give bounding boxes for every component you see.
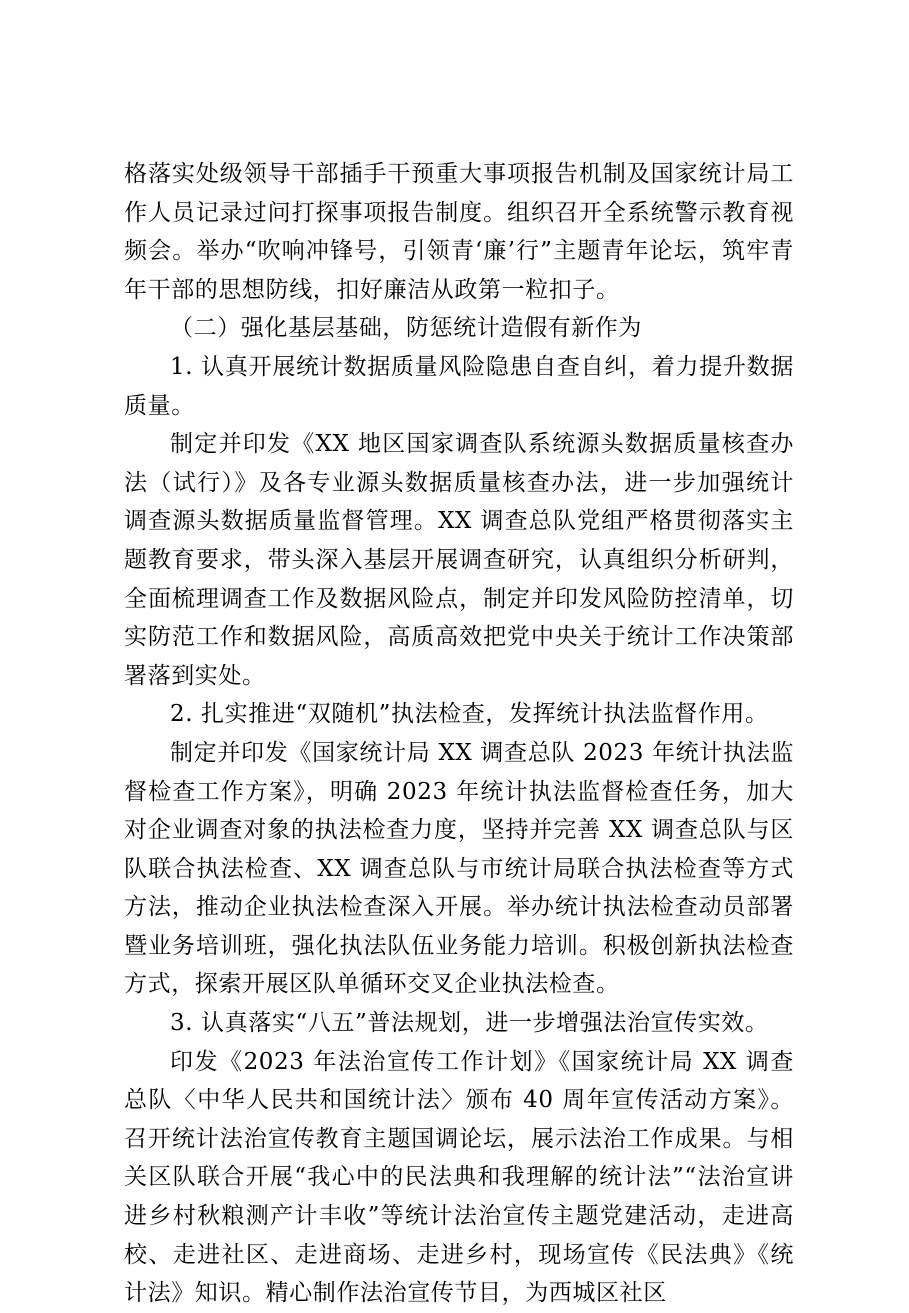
subsection-heading-2: 2. 扎实推进“双随机”执法检查，发挥统计执法监督作用。: [170, 701, 769, 728]
paragraph-1: 制定并印发《XX 地区国家调查队系统源头数据质量核查办法（试行）》及各专业源头数据质量核查办法，进一步加强统计调查源头数据质量监督管理。XX 调查总队党组严格贯彻落实主题教育要求，带头深入基层开展调查研究，认真组织分析研判，全面梳理调查工作及数据风险点，制定并印发风险防控清单，切实防范工作和数据风险，高质高效把党中央关于统计工作决策部署落到实处。: [124, 431, 794, 689]
paragraph-3: 印发《2023 年法治宣传工作计划》《国家统计局 XX 调查总队〈中华人民共和国统计法〉颁布 40 周年宣传活动方案》。召开统计法治宣传教育主题国调论坛，展示法治工作成果。与相关区队联合开展“我心中的民法典和我理解的统计法”“法治宣讲进乡村秋粮测产计丰收”等统计法治宣传主题党建活动，走进高校、走进社区、走进商场、走进乡村，现场宣传《民法典》《统计法》知识。精心制作法治宣传节目，为西城区社区: [124, 1048, 794, 1307]
paragraph-2: 制定并印发《国家统计局 XX 调查总队 2023 年统计执法监督检查工作方案》，明确 2023 年统计执法监督检查任务，加大对企业调查对象的执法检查力度，坚持并完善 XX 调查总队与区队联合执法检查、XX 调查总队与市统计局联合执法检查等方式方法，推动企业执法检查深入开展。举办统计执法检查动员部署暨业务培训班，强化执法队伍业务能力培训。积极创新执法检查方式，探索开展区队单循环交叉企业执法检查。: [124, 739, 794, 998]
subsection-heading-3: 3. 认真落实“八五”普法规划，进一步增强法治宣传实效。: [170, 1010, 769, 1037]
subsection-heading-1: 1. 认真开展统计数据质量风险隐患自查自纠，着力提升数据质量。: [124, 353, 794, 419]
document-body: [124, 155, 794, 1313]
paragraph-continued: 格落实处级领导干部插手干预重大事项报告机制及国家统计局工作人员记录过问打探事项报告制度。组织召开全系统警示教育视频会。举办“吹响冲锋号，引领青‘廉’行”主题青年论坛，筑牢青年干部的思想防线，扣好廉洁从政第一粒扣子。: [124, 161, 794, 303]
section-heading: （二）强化基层基础，防惩统计造假有新作为: [170, 315, 642, 342]
